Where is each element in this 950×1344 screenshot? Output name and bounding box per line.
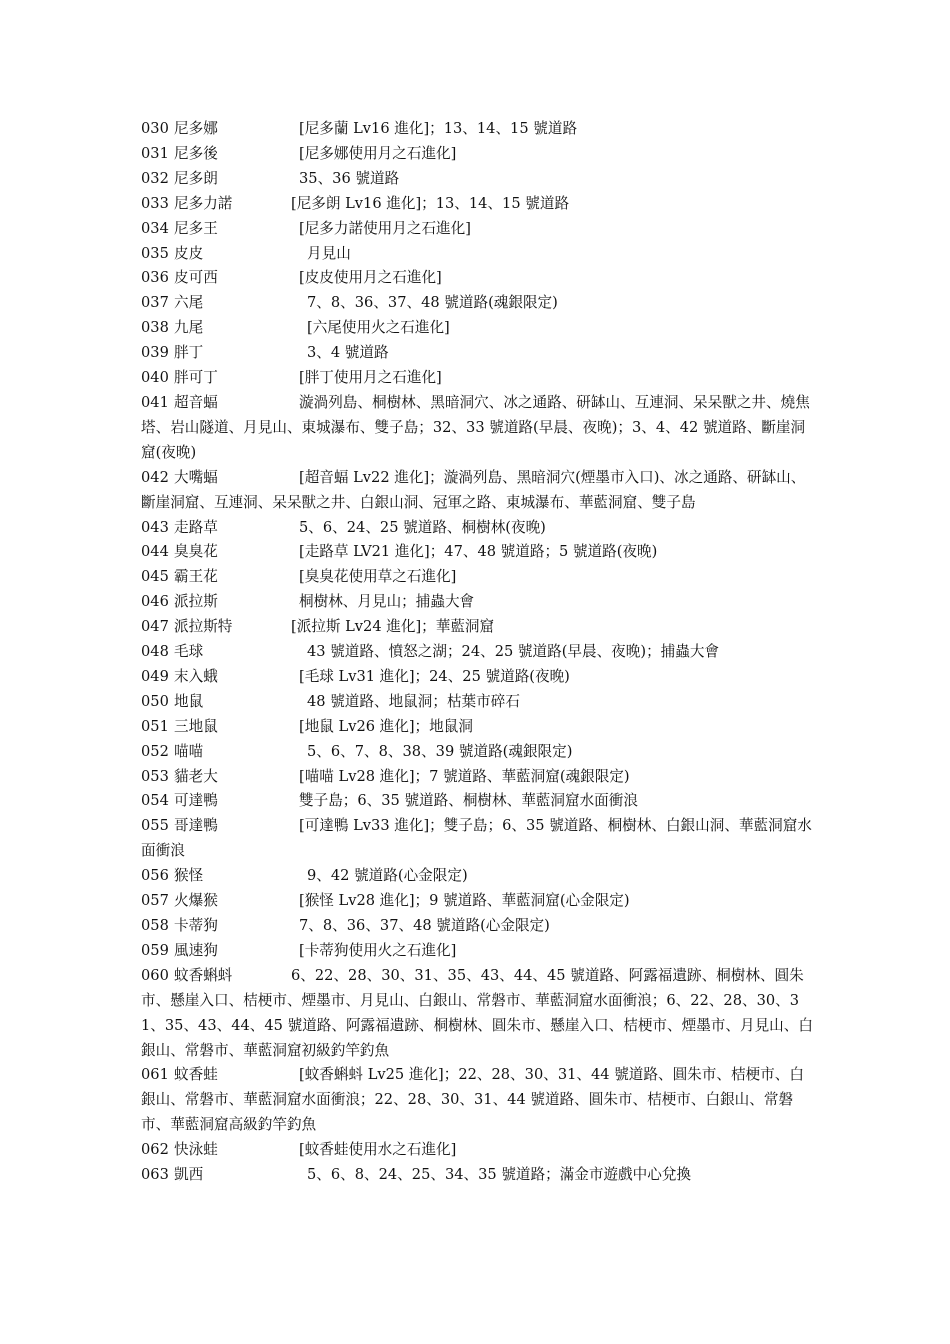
entry-name: 六尾 [174, 294, 204, 312]
entry-049 [141, 665, 813, 690]
entry-054 [141, 789, 813, 814]
entry-name: 蚊香蝌蚪 [174, 966, 233, 984]
pokedex-list [141, 117, 813, 1188]
entry-location-info: 5、6、8、24、25、34、35 號道路；滿金市遊戲中心兌換 [307, 1166, 692, 1184]
entry-040 [141, 366, 813, 391]
entry-location-info: [尼多朗 Lv16 進化]；13、14、15 號道路 [291, 194, 570, 212]
entry-location-info: [毛球 Lv31 進化]；24、25 號道路(夜晚) [299, 667, 570, 685]
entry-number: 051 [141, 717, 169, 735]
entry-location-info: [六尾使用火之石進化] [307, 319, 450, 337]
entry-number: 054 [141, 792, 169, 810]
entry-location-info: [皮皮使用月之石進化] [299, 269, 442, 287]
entry-location-info: [喵喵 Lv28 進化]；7 號道路、華藍洞窟(魂銀限定) [299, 767, 630, 785]
entry-035 [141, 242, 813, 267]
entry-033 [141, 192, 813, 217]
entry-number: 031 [141, 144, 169, 162]
entry-051 [141, 715, 813, 740]
entry-number: 037 [141, 294, 169, 312]
entry-number: 045 [141, 568, 169, 586]
entry-043 [141, 516, 813, 541]
entry-032 [141, 167, 813, 192]
entry-name: 風速狗 [174, 941, 218, 959]
entry-name: 火爆猴 [174, 892, 218, 910]
entry-number: 035 [141, 244, 169, 262]
entry-name: 胖丁 [174, 344, 204, 362]
entry-number: 030 [141, 120, 169, 137]
entry-number: 055 [141, 817, 169, 835]
entry-number: 041 [141, 393, 169, 411]
entry-name: 貓老大 [174, 767, 218, 785]
entry-name: 尼多力諾 [174, 194, 233, 212]
entry-037 [141, 291, 813, 316]
entry-number: 033 [141, 194, 169, 212]
entry-location-info: [派拉斯 Lv24 進化]；華藍洞窟 [291, 618, 495, 636]
entry-location-info: [地鼠 Lv26 進化]；地鼠洞 [299, 717, 473, 735]
entry-location-info: [卡蒂狗使用火之石進化] [299, 941, 457, 959]
entry-055 [141, 814, 813, 864]
entry-047 [141, 615, 813, 640]
entry-number: 062 [141, 1141, 169, 1159]
entry-name: 皮可西 [174, 269, 218, 287]
entry-name: 大嘴蝠 [174, 468, 218, 486]
entry-number: 032 [141, 169, 169, 187]
entry-name: 尼多娜 [174, 120, 218, 137]
entry-location-info: 漩渦列島、桐樹林、黑暗洞穴、冰之通路、研缽山、互連洞、呆呆獸之井、燒焦塔、岩山隧道、月見山、東城瀑布、雙子島；32、33 號道路(早晨、夜晚)；3、4、42 號道路、斷崖洞窟(夜晚) [141, 393, 810, 461]
entry-name: 派拉斯 [174, 593, 218, 611]
entry-location-info: 43 號道路、憤怒之湖；24、25 號道路(早晨、夜晚)；捕蟲大會 [307, 643, 720, 661]
entry-number: 047 [141, 618, 169, 636]
entry-name: 超音蝠 [174, 393, 218, 411]
entry-name: 霸王花 [174, 568, 218, 586]
entry-location-info: [尼多娜使用月之石進化] [299, 144, 457, 162]
entry-name: 快泳蛙 [174, 1141, 218, 1159]
entry-name: 毛球 [174, 643, 204, 661]
entry-053 [141, 765, 813, 790]
entry-number: 046 [141, 593, 169, 611]
entry-name: 地鼠 [174, 692, 204, 710]
entry-050 [141, 690, 813, 715]
entry-location-info: 9、42 號道路(心金限定) [307, 867, 468, 885]
entry-060 [141, 964, 813, 1064]
entry-number: 060 [141, 966, 169, 984]
entry-061 [141, 1063, 813, 1138]
entry-location-info: [尼多力諾使用月之石進化] [299, 219, 471, 237]
entry-number: 040 [141, 369, 169, 387]
entry-name: 三地鼠 [174, 717, 218, 735]
entry-number: 061 [141, 1066, 169, 1084]
entry-location-info: 7、8、36、37、48 號道路(魂銀限定) [307, 294, 558, 312]
entry-063 [141, 1163, 813, 1188]
entry-number: 057 [141, 892, 169, 910]
entry-name: 末入蛾 [174, 667, 218, 685]
entry-046 [141, 590, 813, 615]
entry-number: 042 [141, 468, 169, 486]
entry-number: 052 [141, 742, 169, 760]
entry-056 [141, 864, 813, 889]
entry-location-info: [猴怪 Lv28 進化]；9 號道路、華藍洞窟(心金限定) [299, 892, 630, 910]
entry-location-info: [蚊香蛙使用水之石進化] [299, 1141, 457, 1159]
entry-name: 哥達鴨 [174, 817, 218, 835]
entry-number: 048 [141, 643, 169, 661]
entry-name: 猴怪 [174, 867, 204, 885]
entry-number: 049 [141, 667, 169, 685]
entry-030 [141, 117, 813, 142]
entry-number: 038 [141, 319, 169, 337]
entry-041 [141, 391, 813, 466]
entry-042 [141, 466, 813, 516]
entry-number: 044 [141, 543, 169, 561]
entry-number: 056 [141, 867, 169, 885]
entry-number: 036 [141, 269, 169, 287]
entry-number: 039 [141, 344, 169, 362]
entry-038 [141, 316, 813, 341]
entry-location-info: 5、6、7、8、38、39 號道路(魂銀限定) [307, 742, 573, 760]
entry-031 [141, 142, 813, 167]
entry-045 [141, 565, 813, 590]
entry-034 [141, 217, 813, 242]
entry-name: 走路草 [174, 518, 218, 536]
entry-location-info: 5、6、24、25 號道路、桐樹林(夜晚) [299, 518, 546, 536]
entry-name: 尼多朗 [174, 169, 218, 187]
entry-name: 胖可丁 [174, 369, 218, 387]
entry-052 [141, 740, 813, 765]
entry-location-info: [蚊香蝌蚪 Lv25 進化]；22、28、30、31、44 號道路、圓朱市、桔梗市、白銀山、常磐市、華藍洞窟水面衝浪；22、28、30、31、44 號道路、圓朱市、桔梗市、白銀山、常磐市、華藍洞窟高級釣竿釣魚 [141, 1066, 804, 1134]
entry-058 [141, 914, 813, 939]
entry-number: 053 [141, 767, 169, 785]
entry-062 [141, 1138, 813, 1163]
entry-location-info: 6、22、28、30、31、35、43、44、45 號道路、阿露福遺跡、桐樹林、圓朱市、懸崖入口、桔梗市、煙墨市、月見山、白銀山、常磐市、華藍洞窟水面衝浪；6、22、28、30、31、35、43、44、45 號道路、阿露福遺跡、桐樹林、圓朱市、懸崖入口、桔梗市、煙墨市、月見山、白銀山、常磐市、華藍洞窟初級釣竿釣魚 [141, 966, 813, 1059]
entry-name: 皮皮 [174, 244, 204, 262]
entry-name: 尼多王 [174, 219, 218, 237]
entry-name: 蚊香蛙 [174, 1066, 218, 1084]
entry-location-info: 7、8、36、37、48 號道路(心金限定) [299, 917, 550, 934]
entry-number: 034 [141, 219, 169, 237]
entry-location-info: [胖丁使用月之石進化] [299, 369, 442, 387]
entry-name: 尼多後 [174, 144, 218, 162]
entry-number: 058 [141, 917, 169, 934]
entry-name: 卡蒂狗 [174, 917, 218, 934]
entry-location-info: [可達鴨 Lv33 進化]；雙子島；6、35 號道路、桐樹林、白銀山洞、華藍洞窟水面衝浪 [141, 817, 812, 860]
entry-location-info: 雙子島；6、35 號道路、桐樹林、華藍洞窟水面衝浪 [299, 792, 638, 810]
entry-location-info: 桐樹林、月見山；捕蟲大會 [299, 593, 475, 611]
entry-048 [141, 640, 813, 665]
entry-number: 050 [141, 692, 169, 710]
entry-name: 喵喵 [174, 742, 204, 760]
entry-location-info: 48 號道路、地鼠洞；枯葉市碎石 [307, 692, 520, 710]
entry-number: 059 [141, 941, 169, 959]
entry-location-info: 3、4 號道路 [307, 344, 389, 362]
entry-name: 可達鴨 [174, 792, 218, 810]
entry-name: 派拉斯特 [174, 618, 233, 636]
entry-location-info: [走路草 LV21 進化]；47、48 號道路；5 號道路(夜晚) [299, 543, 658, 561]
entry-name: 臭臭花 [174, 543, 218, 561]
entry-number: 043 [141, 518, 169, 536]
entry-name: 九尾 [174, 319, 204, 337]
entry-036 [141, 266, 813, 291]
entry-name: 凱西 [174, 1166, 204, 1184]
entry-location-info: 月見山 [307, 244, 351, 262]
entry-location-info: [臭臭花使用草之石進化] [299, 568, 457, 586]
entry-location-info: [尼多蘭 Lv16 進化]；13、14、15 號道路 [299, 120, 578, 137]
entry-039 [141, 341, 813, 366]
entry-057 [141, 889, 813, 914]
entry-044 [141, 540, 813, 565]
entry-location-info: [超音蝠 Lv22 進化]；漩渦列島、黑暗洞穴(煙墨市入口)、冰之通路、研缽山、斷崖洞窟、互連洞、呆呆獸之井、白銀山洞、冠軍之路、東城瀑布、華藍洞窟、雙子島 [141, 468, 806, 511]
entry-number: 063 [141, 1166, 169, 1184]
entry-059 [141, 939, 813, 964]
entry-location-info: 35、36 號道路 [299, 169, 400, 187]
